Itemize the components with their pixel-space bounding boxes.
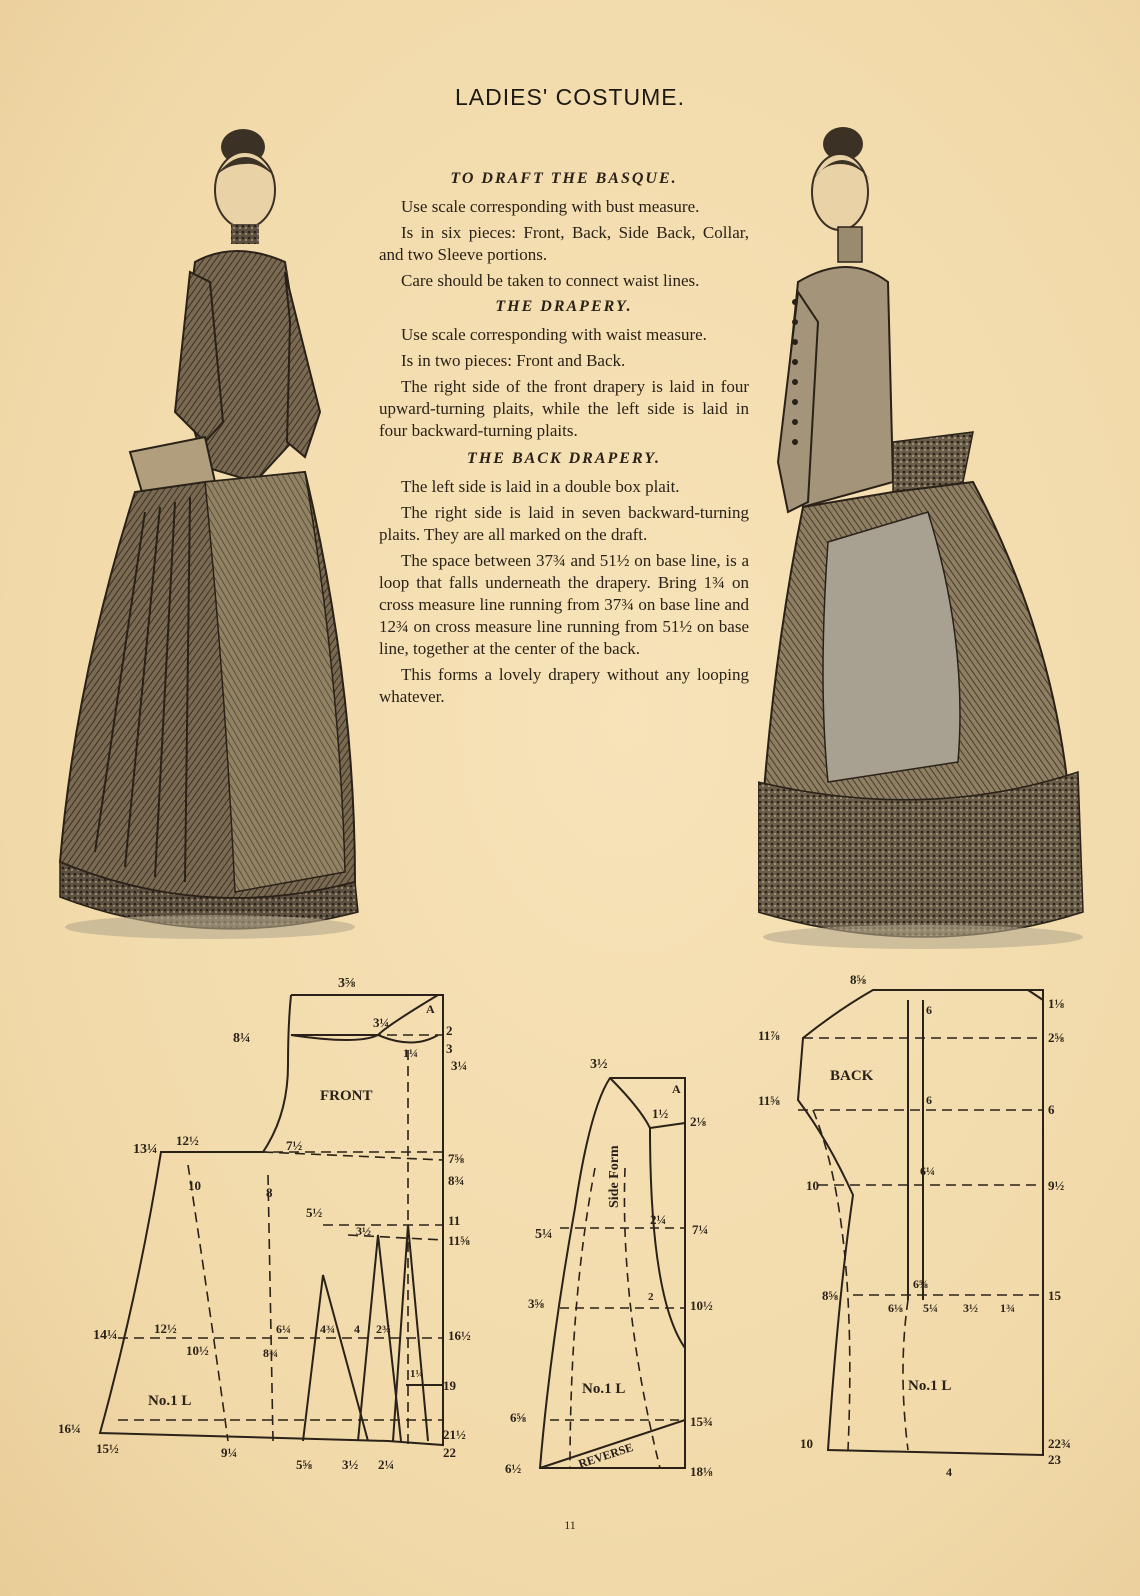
- svg-text:18⅛: 18⅛: [690, 1464, 713, 1479]
- back-pattern-draft: [758, 970, 1103, 1505]
- svg-text:10: 10: [800, 1436, 813, 1451]
- svg-text:8¾: 8¾: [448, 1173, 465, 1188]
- svg-text:15½: 15½: [96, 1441, 119, 1456]
- svg-text:2¼: 2¼: [650, 1212, 667, 1227]
- paragraph: The right side of the front drapery is laid in four upward-turning plaits, while the left side is laid in four backward-turning plaits.: [379, 377, 749, 440]
- svg-text:1¼: 1¼: [403, 1046, 418, 1060]
- svg-text:5⅝: 5⅝: [296, 1457, 313, 1472]
- svg-text:1½: 1½: [652, 1106, 669, 1121]
- svg-text:3½: 3½: [590, 1057, 608, 1072]
- svg-text:3½: 3½: [356, 1224, 371, 1238]
- svg-text:2⅛: 2⅛: [690, 1114, 707, 1129]
- svg-text:10: 10: [188, 1178, 201, 1193]
- svg-text:10: 10: [806, 1178, 819, 1193]
- svg-text:12½: 12½: [176, 1133, 199, 1148]
- svg-text:8⅝: 8⅝: [850, 972, 867, 987]
- section-heading: TO DRAFT THE BASQUE.: [450, 170, 678, 187]
- svg-text:3½: 3½: [342, 1457, 359, 1472]
- svg-text:6⅛: 6⅛: [888, 1301, 903, 1315]
- svg-text:3½: 3½: [963, 1301, 978, 1315]
- svg-text:6: 6: [926, 1093, 932, 1107]
- svg-text:22: 22: [443, 1445, 456, 1460]
- svg-text:10½: 10½: [186, 1343, 209, 1358]
- svg-text:6¼: 6¼: [276, 1322, 291, 1336]
- svg-text:1⅛: 1⅛: [1048, 996, 1065, 1011]
- svg-text:10½: 10½: [690, 1298, 713, 1313]
- svg-text:5½: 5½: [306, 1205, 323, 1220]
- svg-text:2¼: 2¼: [378, 1457, 395, 1472]
- svg-text:9½: 9½: [1048, 1178, 1065, 1193]
- page-number: 11: [564, 1518, 576, 1532]
- paragraph: Care should be taken to connect waist lines.: [401, 271, 700, 290]
- back-pattern-number: No.1 L: [908, 1378, 952, 1394]
- svg-text:4: 4: [354, 1322, 360, 1336]
- svg-text:2¾: 2¾: [376, 1322, 391, 1336]
- svg-text:12½: 12½: [154, 1321, 177, 1336]
- svg-text:3¼: 3¼: [373, 1015, 390, 1030]
- svg-text:2: 2: [446, 1023, 453, 1038]
- svg-text:1¾: 1¾: [1000, 1301, 1015, 1315]
- paragraph: Is in two pieces: Front and Back.: [401, 351, 626, 370]
- svg-text:11⅞: 11⅞: [758, 1028, 781, 1043]
- svg-text:16½: 16½: [448, 1328, 471, 1343]
- svg-text:11: 11: [448, 1213, 461, 1228]
- paragraph: Is in six pieces: Front, Back, Side Back, Collar, and two Sleeve portions.: [379, 223, 749, 264]
- svg-text:5¼: 5¼: [923, 1301, 938, 1315]
- svg-text:6⅝: 6⅝: [510, 1410, 527, 1425]
- left-figure-illustration: [55, 122, 370, 947]
- svg-text:7½: 7½: [286, 1138, 303, 1153]
- right-figure-illustration: [758, 122, 1098, 957]
- svg-text:21½: 21½: [443, 1427, 466, 1442]
- svg-text:13¼: 13¼: [133, 1142, 158, 1157]
- paragraph: The space between 37¾ and 51½ on base line, is a loop that falls underneath the drapery. Bring 1¾ on cross measure line running from 37¾ on base line and 12¾ on cross measure line running from 51½ on base line, together at the center of the back.: [379, 551, 749, 658]
- paragraph: This forms a lovely drapery without any looping whatever.: [379, 665, 749, 706]
- svg-text:7¼: 7¼: [692, 1222, 709, 1237]
- svg-text:A: A: [672, 1082, 681, 1096]
- svg-text:23: 23: [1048, 1452, 1061, 1467]
- section-heading: THE BACK DRAPERY.: [467, 450, 661, 467]
- svg-text:8: 8: [266, 1185, 273, 1200]
- svg-text:6⅝: 6⅝: [913, 1277, 928, 1291]
- svg-text:6½: 6½: [505, 1461, 522, 1476]
- svg-text:8¾: 8¾: [263, 1346, 278, 1360]
- label: 3⅝: [338, 976, 356, 991]
- svg-text:8¼: 8¼: [233, 1031, 251, 1046]
- svg-text:4¾: 4¾: [320, 1322, 335, 1336]
- svg-text:3⅝: 3⅝: [528, 1296, 545, 1311]
- svg-text:3¼: 3¼: [451, 1058, 468, 1073]
- back-pattern-name: BACK: [830, 1068, 874, 1084]
- svg-text:6: 6: [1048, 1102, 1055, 1117]
- svg-text:22¾: 22¾: [1048, 1436, 1071, 1451]
- svg-text:8⅝: 8⅝: [822, 1288, 839, 1303]
- reverse-label: REVERSE: [576, 1440, 635, 1471]
- section-heading: THE DRAPERY.: [495, 298, 633, 315]
- side-pattern-number: No.1 L: [582, 1381, 626, 1397]
- svg-text:14¼: 14¼: [93, 1328, 118, 1343]
- svg-text:15: 15: [1048, 1288, 1061, 1303]
- svg-text:1¼: 1¼: [410, 1368, 424, 1380]
- svg-text:2⅝: 2⅝: [1048, 1030, 1065, 1045]
- side-pattern-name: Side Form: [607, 1145, 622, 1208]
- svg-text:11⅝: 11⅝: [448, 1233, 471, 1248]
- svg-text:19: 19: [443, 1378, 456, 1393]
- svg-text:6¼: 6¼: [920, 1164, 935, 1178]
- instructions-column: [379, 168, 749, 712]
- svg-text:2: 2: [648, 1291, 654, 1303]
- paragraph: The right side is laid in seven backward-turning plaits. They are all marked on the draft.: [379, 503, 749, 544]
- front-pattern-number: No.1 L: [148, 1393, 192, 1409]
- side-form-pattern-draft: [500, 1048, 770, 1513]
- svg-text:15¾: 15¾: [690, 1414, 713, 1429]
- svg-text:16¼: 16¼: [58, 1421, 81, 1436]
- svg-text:4: 4: [946, 1465, 952, 1479]
- svg-text:FRONT: FRONT: [320, 1088, 373, 1104]
- svg-text:9¼: 9¼: [221, 1445, 238, 1460]
- svg-text:6: 6: [926, 1003, 932, 1017]
- svg-text:5¼: 5¼: [535, 1227, 553, 1242]
- svg-text:11⅝: 11⅝: [758, 1093, 781, 1108]
- page-title: LADIES' COSTUME.: [455, 84, 685, 110]
- svg-text:7⅝: 7⅝: [448, 1151, 465, 1166]
- svg-text:3: 3: [446, 1041, 453, 1056]
- svg-text:A: A: [426, 1002, 435, 1016]
- paragraph: Use scale corresponding with bust measure.: [401, 197, 700, 216]
- paragraph: The left side is laid in a double box plait.: [401, 477, 680, 496]
- paragraph: Use scale corresponding with waist measure.: [401, 325, 707, 344]
- front-pattern-draft: [58, 965, 488, 1505]
